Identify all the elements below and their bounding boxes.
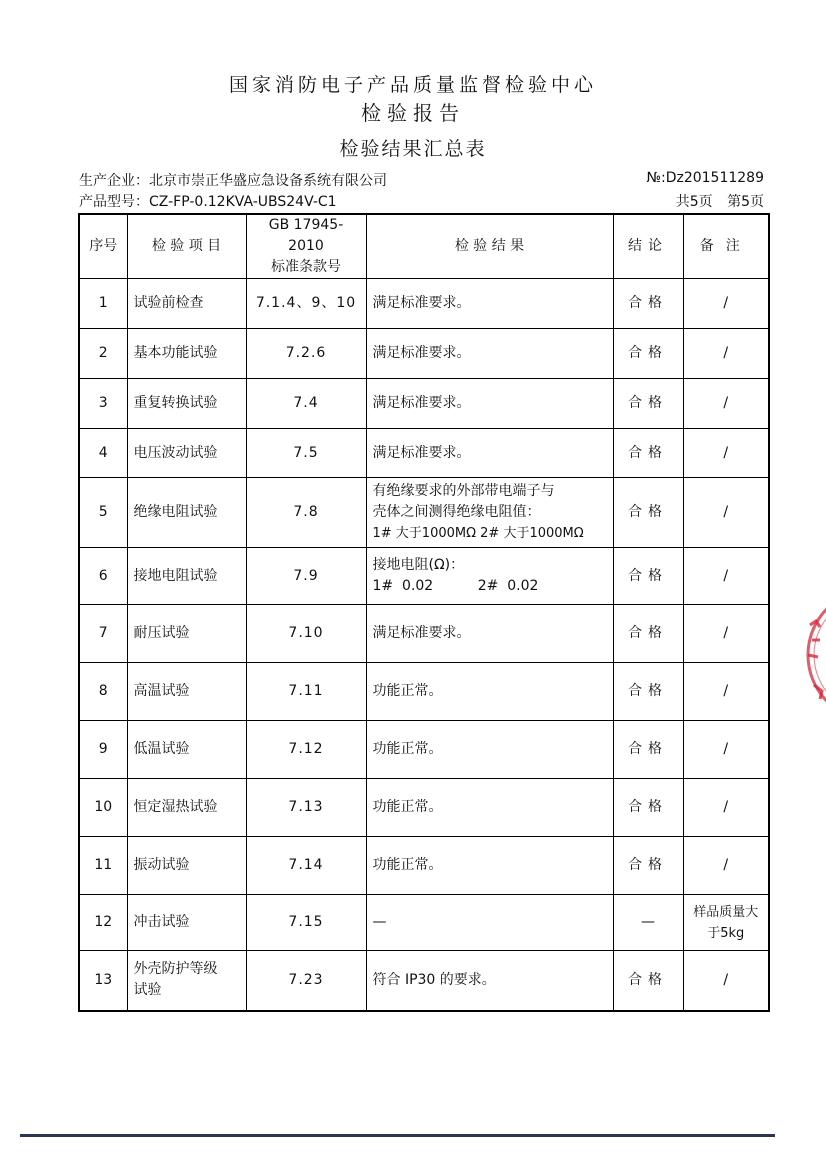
org-title: 国家消防电子产品质量监督检验中心	[228, 74, 597, 96]
row-no: 13	[79, 951, 127, 1011]
row-item: 振动试验	[127, 837, 246, 895]
row-clause: 7.2.6	[246, 329, 366, 379]
row-remark-line: 于5kg	[707, 925, 745, 941]
table-row	[79, 951, 769, 1011]
row-no: 1	[79, 279, 127, 329]
row-result: 满足标准要求。	[366, 429, 613, 478]
red-seal-icon	[802, 585, 826, 725]
table-row	[79, 379, 769, 429]
row-conclusion: 合格	[613, 605, 683, 663]
row-remark: /	[683, 837, 769, 895]
row-item: 耐压试验	[127, 605, 246, 663]
row-item: 接地电阻试验	[127, 548, 246, 605]
row-clause: 7.1.4、9、10	[246, 279, 366, 329]
table-row	[79, 721, 769, 779]
row-conclusion: —	[613, 895, 683, 951]
row-item: 试验前检查	[127, 279, 246, 329]
row-result-line: 接地电阻(Ω)：	[372, 557, 465, 573]
row-remark: /	[683, 605, 769, 663]
bottom-rule	[20, 1134, 775, 1137]
manufacturer: 生产企业：北京市崇正华盛应急设备系统有限公司	[79, 173, 387, 189]
table-row	[79, 329, 769, 379]
row-clause: 7.15	[246, 895, 366, 951]
report-number: №:Dz201511289	[646, 170, 764, 186]
header-remark: 备注	[683, 214, 769, 279]
row-result: 满足标准要求。	[366, 605, 613, 663]
row-result: 符合 IP30 的要求。	[366, 951, 613, 1011]
row-result	[366, 478, 613, 548]
header-result: 检 验 结 果	[366, 214, 613, 279]
row-item	[127, 951, 246, 1011]
row-remark: /	[683, 663, 769, 721]
row-result: 功能正常。	[366, 663, 613, 721]
table-row	[79, 779, 769, 837]
row-item: 基本功能试验	[127, 329, 246, 379]
row-no: 10	[79, 779, 127, 837]
row-clause: 7.9	[246, 548, 366, 605]
row-result-line: 1# 0.02 2# 0.02	[372, 578, 539, 594]
row-no: 6	[79, 548, 127, 605]
table-row	[79, 837, 769, 895]
row-conclusion: 合格	[613, 951, 683, 1011]
row-clause: 7.4	[246, 379, 366, 429]
row-result-line: 壳体之间测得绝缘电阻值：	[372, 504, 541, 520]
header-clause-label: 标准条款号	[271, 259, 341, 275]
row-clause: 7.13	[246, 779, 366, 837]
row-clause: 7.11	[246, 663, 366, 721]
row-result-line: 1# 大于1000MΩ 2# 大于1000MΩ	[372, 526, 584, 541]
row-no: 5	[79, 478, 127, 548]
row-item: 绝缘电阻试验	[127, 478, 246, 548]
row-conclusion: 合格	[613, 837, 683, 895]
row-conclusion: 合格	[613, 279, 683, 329]
summary-title: 检验结果汇总表	[339, 138, 487, 160]
header-no: 序号	[79, 214, 127, 279]
row-clause: 7.10	[246, 605, 366, 663]
row-result: 满足标准要求。	[366, 329, 613, 379]
row-no: 9	[79, 721, 127, 779]
row-no: 3	[79, 379, 127, 429]
row-remark: /	[683, 429, 769, 478]
row-remark: /	[683, 548, 769, 605]
row-clause: 7.5	[246, 429, 366, 478]
row-item: 低温试验	[127, 721, 246, 779]
table-row	[79, 663, 769, 721]
row-clause: 7.8	[246, 478, 366, 548]
row-no: 8	[79, 663, 127, 721]
row-no: 4	[79, 429, 127, 478]
row-remark: /	[683, 379, 769, 429]
row-item-line: 外壳防护等级	[133, 961, 218, 978]
row-conclusion: 合格	[613, 663, 683, 721]
row-item: 重复转换试验	[127, 379, 246, 429]
row-conclusion: 合格	[613, 721, 683, 779]
row-conclusion: 合格	[613, 548, 683, 605]
header-item: 检 验 项 目	[127, 214, 246, 279]
row-no: 2	[79, 329, 127, 379]
row-no: 12	[79, 895, 127, 951]
row-remark	[683, 895, 769, 951]
table-row	[79, 548, 769, 605]
header-conclusion: 结论	[613, 214, 683, 279]
row-result: 满足标准要求。	[366, 279, 613, 329]
row-remark: /	[683, 951, 769, 1011]
table-row	[79, 478, 769, 548]
row-remark: /	[683, 279, 769, 329]
row-item-line: 试验	[133, 982, 162, 999]
table-row	[79, 279, 769, 329]
report-title: 检验报告	[361, 101, 465, 125]
row-item: 冲击试验	[127, 895, 246, 951]
table-row	[79, 429, 769, 478]
row-clause: 7.12	[246, 721, 366, 779]
row-remark: /	[683, 329, 769, 379]
row-conclusion: 合格	[613, 379, 683, 429]
row-clause: 7.23	[246, 951, 366, 1011]
row-result: 满足标准要求。	[366, 379, 613, 429]
row-remark: /	[683, 779, 769, 837]
page-count: 共5页 第5页	[675, 194, 764, 210]
row-result: 功能正常。	[366, 721, 613, 779]
row-result	[366, 548, 613, 605]
table-row	[79, 605, 769, 663]
row-result: 功能正常。	[366, 837, 613, 895]
row-conclusion: 合格	[613, 429, 683, 478]
row-result: 功能正常。	[366, 779, 613, 837]
row-conclusion: 合格	[613, 779, 683, 837]
product-model: 产品型号：CZ-FP-0.12KVA-UBS24V-C1	[79, 194, 337, 210]
results-table	[78, 213, 770, 1012]
header-clause	[246, 214, 366, 279]
row-item: 电压波动试验	[127, 429, 246, 478]
row-result-line: 有绝缘要求的外部带电端子与	[372, 483, 555, 499]
row-remark-line: 样品质量大	[693, 904, 759, 920]
row-clause: 7.14	[246, 837, 366, 895]
row-item: 高温试验	[127, 663, 246, 721]
table-row	[79, 895, 769, 951]
row-item: 恒定湿热试验	[127, 779, 246, 837]
row-remark: /	[683, 721, 769, 779]
row-no: 7	[79, 605, 127, 663]
row-no: 11	[79, 837, 127, 895]
row-result: —	[366, 895, 613, 951]
row-conclusion: 合格	[613, 329, 683, 379]
table-header-row	[79, 214, 769, 279]
row-conclusion: 合格	[613, 478, 683, 548]
header-clause-standard: GB 17945-2010	[268, 217, 344, 254]
stamp-fragment	[802, 585, 826, 725]
row-remark: /	[683, 478, 769, 548]
